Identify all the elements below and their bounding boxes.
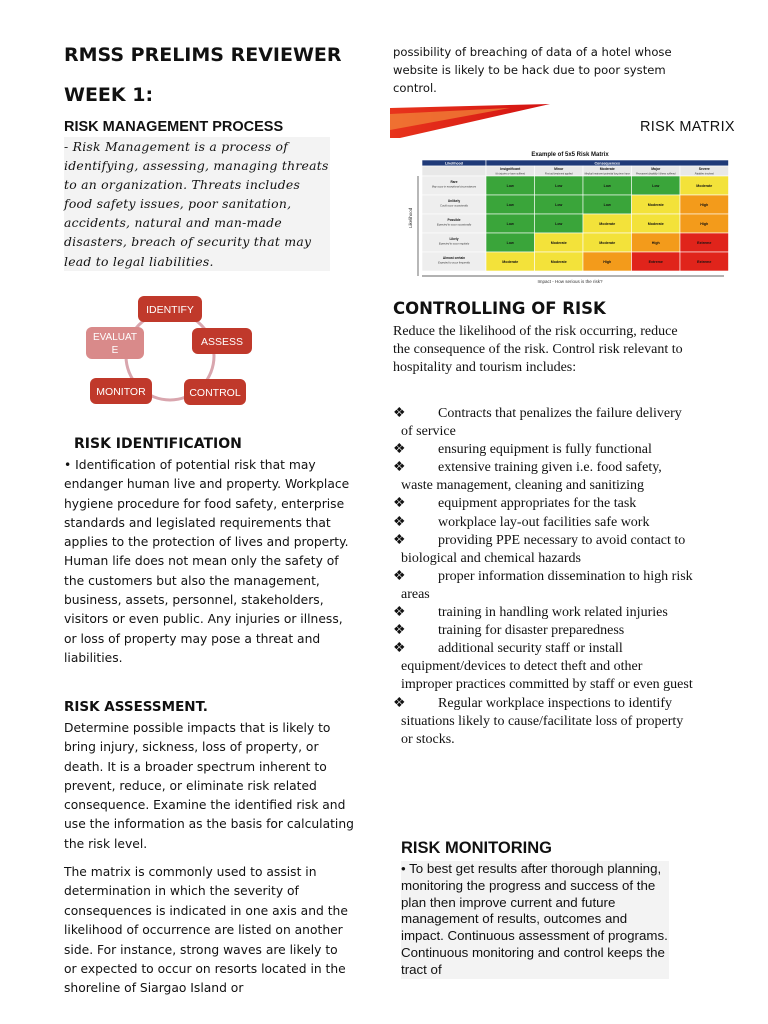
cycle-step-monitor — [90, 378, 152, 404]
matrix-column-desc: Medical treatment potential long term harm — [584, 172, 630, 176]
matrix-column-name: Severe — [698, 167, 710, 171]
controlling-risk-intro: Reduce the likelihood of the risk occurring, reduce the consequence of the risk. Control risk relevant to hospitality and tourism includes: — [393, 324, 683, 375]
matrix-row-desc: Expected to occur occasionally — [436, 223, 472, 227]
svg-text:CONTROL: CONTROL — [189, 387, 241, 399]
control-list-item — [393, 514, 693, 532]
matrix-cell-label: Low — [603, 202, 611, 207]
control-list-item — [393, 640, 693, 694]
matrix-cell-label: High — [700, 202, 709, 207]
svg-text:ASSESS: ASSESS — [200, 336, 244, 348]
risk-identification-heading: RISK IDENTIFICATION — [74, 436, 242, 452]
matrix-cell-label: Low — [506, 202, 514, 207]
control-list-item-text: equipment appropriates for the task — [438, 496, 637, 512]
matrix-row-name: Possible — [447, 218, 461, 222]
continued-paragraph: possibility of breaching of data of a hotel whose website is likely to be hack due to poor system control. — [393, 45, 672, 95]
matrix-cell-label: High — [651, 240, 660, 245]
matrix-column-desc: First aid treatment applied — [544, 172, 573, 176]
matrix-cell-label: Moderate — [599, 240, 616, 245]
risk-monitoring-heading: RISK MONITORING — [401, 839, 552, 857]
svg-text:IDENTIFY: IDENTIFY — [146, 304, 194, 316]
diamond-bullet-icon: ❖ — [393, 605, 406, 621]
diamond-bullet-icon: ❖ — [393, 568, 406, 584]
matrix-row-name: Almost certain — [442, 256, 466, 260]
matrix-cell-label: Moderate — [696, 183, 713, 188]
diamond-bullet-icon: ❖ — [393, 406, 406, 421]
cycle-step-evaluate — [86, 327, 144, 359]
matrix-y-axis-label: Likelihood — [408, 207, 413, 228]
diamond-bullet-icon: ❖ — [393, 641, 406, 657]
control-list-item — [393, 568, 693, 604]
control-list-item — [393, 441, 693, 459]
matrix-column-name: Minor — [554, 167, 564, 171]
risk-assessment-heading: RISK ASSESSMENT. — [64, 699, 208, 715]
matrix-row-desc: Could occur occasionally — [440, 204, 468, 208]
matrix-cell-label: Moderate — [502, 259, 519, 264]
diamond-bullet-icon: ❖ — [393, 623, 406, 639]
control-list-item — [393, 495, 693, 513]
svg-text:EVALUAT: EVALUAT — [92, 332, 138, 343]
risk-matrix-chart — [404, 148, 736, 286]
matrix-cell-label: High — [700, 221, 709, 226]
diamond-bullet-icon: ❖ — [393, 460, 406, 476]
control-list-item-text: extensive training given i.e. food safety, waste management, cleaning and sanitizing — [401, 460, 662, 494]
control-list-item-text: ensuring equipment is fully functional — [438, 442, 652, 458]
cycle-step-control — [184, 379, 246, 405]
matrix-column-name: Major — [651, 167, 661, 171]
svg-text:E: E — [111, 345, 119, 356]
matrix-column-name: Moderate — [599, 167, 615, 171]
diamond-bullet-icon: ❖ — [393, 442, 406, 458]
matrix-cell-label: Low — [652, 183, 660, 188]
control-list-item-text: training in handling work related injuries — [438, 605, 668, 621]
cycle-step-assess — [192, 328, 252, 354]
matrix-column-desc: Fatalities involved — [694, 172, 714, 176]
matrix-cell-label: Low — [555, 183, 563, 188]
matrix-x-axis-label: Impact - How serious is the risk? — [537, 279, 603, 284]
control-list-item — [393, 459, 693, 495]
controlling-risk-list — [393, 405, 693, 749]
document-title: RMSS PRELIMS REVIEWER — [64, 44, 342, 66]
matrix-row-desc: May occur in exceptional circumstances — [431, 185, 477, 189]
matrix-cell-label: Low — [506, 240, 514, 245]
risk-management-process-heading: RISK MANAGEMENT PROCESS — [64, 119, 284, 135]
matrix-cell-label: Moderate — [550, 259, 567, 264]
control-list-item — [393, 622, 693, 640]
matrix-row-name: Likely — [449, 237, 459, 241]
control-list-item — [393, 532, 693, 568]
risk-identification-text: • Identification of potential risk that may endanger human live and property. Workplace hygiene procedure for food safety, enterprise standards and legislated requirements that applies to the protection of lives and property. Human life does not mean only the safety of the customers but also the management, business, assets, personnel, stakeholders, visitors or even public. Any injuries or illness, or loss of property may pose a threat and liabilities. — [64, 458, 350, 665]
risk-assessment-text: Determine possible impacts that is likely to bring injury, sickness, loss of property, or death. It is a broader spectrum inherent to prevent, reduce, or eliminate risk related consequence. Examine the identified risk and use the information as the basis for calculating the risk level. — [64, 721, 354, 851]
matrix-likelihood-header-text: Likelihood — [445, 161, 463, 166]
diamond-bullet-icon: ❖ — [393, 695, 406, 711]
matrix-row-name: Unlikely — [447, 199, 461, 203]
matrix-cell-label: Extreme — [697, 259, 712, 264]
matrix-row-name: Rare — [450, 180, 458, 184]
week-heading: WEEK 1: — [64, 84, 154, 106]
control-list-item-text: providing PPE necessary to avoid contact to biological and chemical hazards — [401, 532, 686, 566]
matrix-cell-label: Low — [603, 183, 611, 188]
matrix-cell-label: Moderate — [647, 202, 664, 207]
matrix-column-desc: No injuries or harm suffered — [495, 172, 525, 176]
risk-management-process-text: - Risk Management is a process of identifying, assessing, managing threats to an organization. Threats includes food safety issues, poor sanitation, accidents, natural and man-made disasters, breach of security that may lead to legal liabilities. — [64, 137, 330, 271]
matrix-cell-label: Moderate — [599, 221, 616, 226]
matrix-cell-label: Moderate — [550, 240, 567, 245]
control-list-item — [393, 731, 693, 749]
control-list-item — [393, 604, 693, 622]
matrix-corner-cell — [422, 166, 486, 176]
svg-text:MONITOR: MONITOR — [96, 386, 146, 398]
risk-process-cycle-diagram — [84, 290, 254, 415]
control-list-item-text: Regular workplace inspections to identify situations likely to cause/facilitate loss of property — [401, 695, 684, 729]
matrix-cell-label: High — [603, 259, 612, 264]
control-list-item — [393, 695, 693, 731]
risk-monitoring-text: • To best get results after thorough planning, monitoring the progress and success of the plan then improve current and future management of results, outcomes and impact. Continuous assessment of programs. Continuous monitoring and control keeps the tract of — [401, 861, 668, 977]
matrix-cell-label: Low — [506, 221, 514, 226]
matrix-column-name: Insignificant — [500, 167, 521, 171]
control-list-item-text: or stocks. — [401, 731, 455, 747]
control-list-item-text: proper information dissemination to high risk areas — [401, 568, 693, 602]
control-list-item — [393, 405, 693, 441]
cycle-step-identify — [138, 296, 202, 322]
matrix-row-desc: Expected to occur regularly — [438, 242, 470, 246]
matrix-cell-label: Moderate — [647, 221, 664, 226]
matrix-column-desc: Permanent disability / illness suffered — [636, 172, 676, 176]
matrix-row-desc: Expected to occur frequently — [438, 261, 470, 265]
red-swoosh-graphic — [390, 104, 552, 138]
risk-matrix-paragraph: The matrix is commonly used to assist in determination in which the severity of consequences is indicated in one axis and the likelihood of occurrence are listed on another side. For instance, strong waves are likely to or expected to occur on resorts located in the shoreline of Siargao Island or — [64, 865, 348, 996]
controlling-risk-heading: CONTROLLING OF RISK — [393, 299, 606, 318]
control-list-item-text: additional security staff or install equipment/devices to detect theft and other improper practices committed by staff or even guest — [401, 641, 693, 693]
control-list-item-text: Contracts that penalizes the failure delivery of service — [401, 406, 682, 440]
matrix-title: Example of 5x5 Risk Matrix — [531, 152, 609, 158]
diamond-bullet-icon: ❖ — [393, 514, 406, 530]
matrix-cell-label: Low — [555, 221, 563, 226]
diamond-bullet-icon: ❖ — [393, 532, 406, 548]
matrix-cell-label: Low — [555, 202, 563, 207]
matrix-cell-label: Extreme — [697, 240, 712, 245]
control-list-item-text: training for disaster preparedness — [438, 623, 625, 639]
diamond-bullet-icon: ❖ — [393, 496, 406, 512]
matrix-cell-label: Low — [506, 183, 514, 188]
matrix-consequences-header-text: Consequences — [594, 161, 621, 166]
matrix-cell-label: Extreme — [648, 259, 663, 264]
control-list-item-text: workplace lay-out facilities safe work — [438, 514, 650, 530]
risk-matrix-label: RISK MATRIX — [640, 119, 735, 135]
